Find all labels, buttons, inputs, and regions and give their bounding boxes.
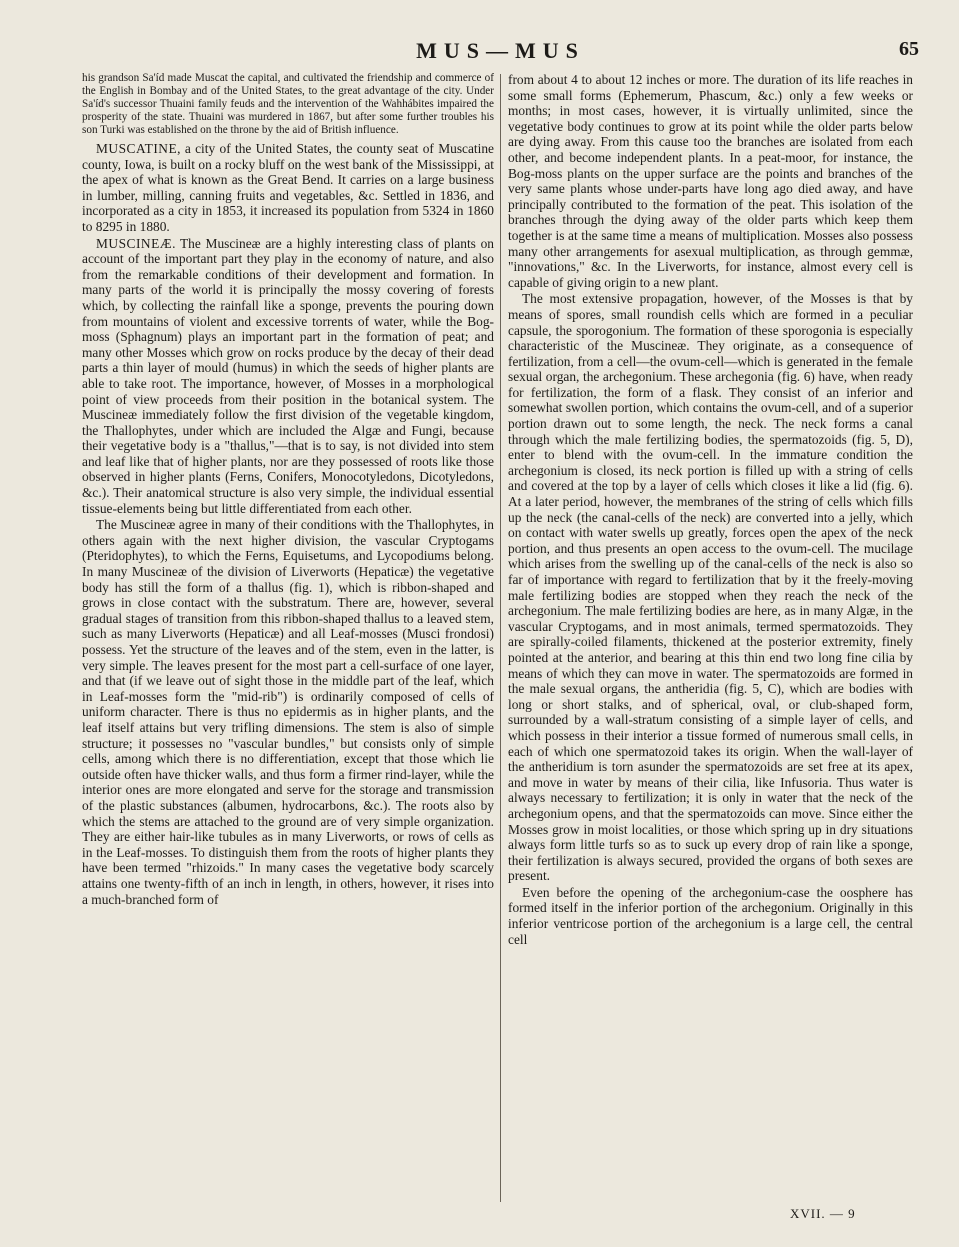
page-number: 65 <box>899 38 919 60</box>
running-header <box>82 34 919 68</box>
left-column <box>82 72 494 1200</box>
column-divider <box>500 74 501 1202</box>
muscat-continuation: his grandson Sa'íd made Muscat the capital, and cultivated the friendship and commerce of the English in Bombay and of the United States, to the great advantage of the city. Under Sa'íd's successor Thuaini family feuds and the intervention of the Wahhábites impaired the prosperity of the state. Thuaini was murdered in 1867, but after some further troubles his son Turki was established on the throne by the aid of British influence. <box>82 72 494 136</box>
headword-muscineae: MUSCINEÆ <box>96 235 173 251</box>
signature-mark: XVII. — 9 <box>790 1206 856 1221</box>
right-column <box>508 72 913 1200</box>
paragraph: The most extensive propagation, however, of the Mosses is that by means of spores, small roundish cells which are formed in a peculiar capsule, the sporogonium. The formation of these sporogonia is especially characteristic of the Muscineæ. They originate, as a consequence of fertilization, from a cell—the ovum-cell—which is generated in the female sexual organ, the archegonium. These archegonia (fig. 6) have, when ready for fertilization, the form of a flask. They consist of an inferior and somewhat swollen portion, which contains the ovum-cell, and of a superior portion drawn out to some length, the neck. The neck forms a canal through which the male fertilizing bodies, the spermatozoids (fig. 5, D), enter to blend with the ovum-cell. In the immature condition the archegonium is closed, its neck portion is filled up with a string of cells and covered at the top by a layer of cells which closes it like a lid (fig. 6). At a later period, however, the membranes of the string of cells which fills up the neck (the canal-cells of the neck) are converted into a jelly, which on contact with water swells up greatly, forces open the apex of the neck portion, and thus presents an open access to the ovum-cell. The mucilage which arises from the swelling up of the canal-cells of the neck is also so far of importance with regard to fertilization that by it the freely-moving male fertilizing bodies are stopped when they reach the neck of the archegonium. The male fertilizing bodies are here, as in many Algæ, in the vascular Cryptogams, and in most animals, termed spermatozoids. They are spirally-coiled filaments, thickened at the posterior extremity, finely pointed at the anterior, and bearing at this thin end two long fine cilia by means of which they can move in water. The spermatozoids are formed in the male sexual organs, the antheridia (fig. 5, C), which are bodies with long or short stalks, and of spherical, oval, or club-shaped form, surrounded by a wall-stratum consisting of a simple layer of cells, and which possess in their interior a tissue formed of numerous small cells, in each of which one spermatozoid takes its origin. When the wall-layer of the antheridium is torn asunder the spermatozoids are set free at its apex, and move in water by means of their cilia, like Infusoria. Thus water is always necessary to fertilization; it is only in water that the neck of the archegonium opens, and that the spermatozoids can move. Since either the Mosses grow in moist localities, or those which spring up in dry situations always form little turfs so as to suck up every drop of rain like a sponge, their fertilization is always secured, provided the organs of both sexes are present. <box>508 291 913 884</box>
paragraph: The Muscineæ agree in many of their conditions with the Thallophytes, in others again with the next higher division, the vascular Cryptogams (Pteridophytes), to which the Ferns, Equisetums, and Lycopodiums belong. In many Muscineæ of the division of Liverworts (Hepaticæ) the vegetative body has still the form of a thallus (fig. 1), which is ribbon-shaped and grows in close contact with the substratum. There are, however, several gradual stages of transition from this ribbon-shaped thallus to a leaved stem, such as many Liverworts (Hepaticæ) and all Leaf-mosses (Musci frondosi) possess. Yet the structure of the leaves and of the stem, even in the latter, is very simple. The leaves present for the most part a cell-surface of one layer, and that (if we leave out of sight those in the middle part of the leaf, which in Leaf-mosses form the "mid-rib") is ordinarily composed of cells of uniform character. There is thus no epidermis as in higher plants, and the leaf itself attains but very trifling dimensions. The stem is also of simple structure; it possesses no "vascular bundles," but consists only of simple cells, among which there is no differentiation, except that those which lie outside often have thicker walls, and thus form a firmer rind-layer, while the interior ones are more elongated and serve for the storage and transmission of the plastic substances (albumen, hydrocarbons, &c.). The roots also by which the stems are attached to the ground are of very simple organization. They are either hair-like tubules as in many Liverworts, or rows of cells as in the Leaf-mosses. To distinguish them from the roots of higher plants they have been termed "rhizoids." In many cases the vegetative body scarcely attains one twenty-fifth of an inch in length, in others, however, it rises into a much-branched form of <box>82 517 494 907</box>
muscatine-text: , a city of the United States, the county seat of Muscatine county, Iowa, is built on a rocky bluff on the west bank of the Mississippi, at the apex of what is known as the Great Bend. It carries on a large business in lumber, milling, canning fruits and vegetables, &c. Settled in 1836, and incorporated as a city in 1853, it increased its population from 5324 in 1860 to 8295 in 1880. <box>82 141 494 234</box>
headword-muscatine: MUSCATINE <box>96 141 178 156</box>
paragraph: from about 4 to about 12 inches or more. The duration of its life reaches in some small forms (Ephemerum, Phascum, &c.) only a few weeks or months; in most cases, however, it is virtually unlimited, since the vegetative body continues to grow at its point while the older parts below are dying away. From this cause too the branches are isolated from each other, and become independent plants. In a peat-moor, for instance, the Bog-moss plants on the upper surface are the points and branches of the very same plants whose under-parts have long ago died away, and have principally contributed to the formation of the peat. This isolation of the branches through the dying away of the older parts which keep them together is at the same time a means of multiplication. Mosses also possess many other arrangements for asexual multiplication, as through gemmæ, "innovations," &c. In the Liverworts, for instance, almost every cell is capable of giving origin to a new plant. <box>508 72 913 290</box>
paragraph: Even before the opening of the archegonium-case the oosphere has formed itself in the inferior portion of the archegonium. Originally in this inferior ventricose portion of the archegonium is a large cell, the central cell <box>508 884 913 947</box>
muscatine-article <box>82 141 494 235</box>
muscineae-article <box>82 236 494 517</box>
muscineae-text: . The Muscineæ are a highly interesting class of plants on account of the important part they play in the economy of nature, and also from the remarkable conditions of their development and formation. In many parts of the world it is principally the mossy covering of forests which, by collecting the rainfall like a sponge, prevents the pouring down from mountains of violent and excessive torrents of water, while the Bog-moss (Sphagnum) plays an important part in the formation of peat; and many other Mosses which grow on rocks produce by the decay of their dead parts a thin layer of mould (humus) in which the seeds of higher plants are able to take root. The importance, however, of Mosses in a morphological point of view proceeds from their position in the botanical system. The Muscineæ immediately follow the first division of the vegetable kingdom, the Thallophytes, under which are included the Algæ and Fungi, because their vegetative body is a "thallus,"—that is to say, is not divided into stem and leaf like that of higher plants, nor are they possessed of roots like those observed in higher plants (Ferns, Conifers, Monocotyledons, Dicotyledons, &c.). Their anatomical structure is also very simple, the individual essential tissue-elements being but little differentiated from each other. <box>82 235 494 516</box>
header-title: MUS—MUS <box>416 38 585 63</box>
